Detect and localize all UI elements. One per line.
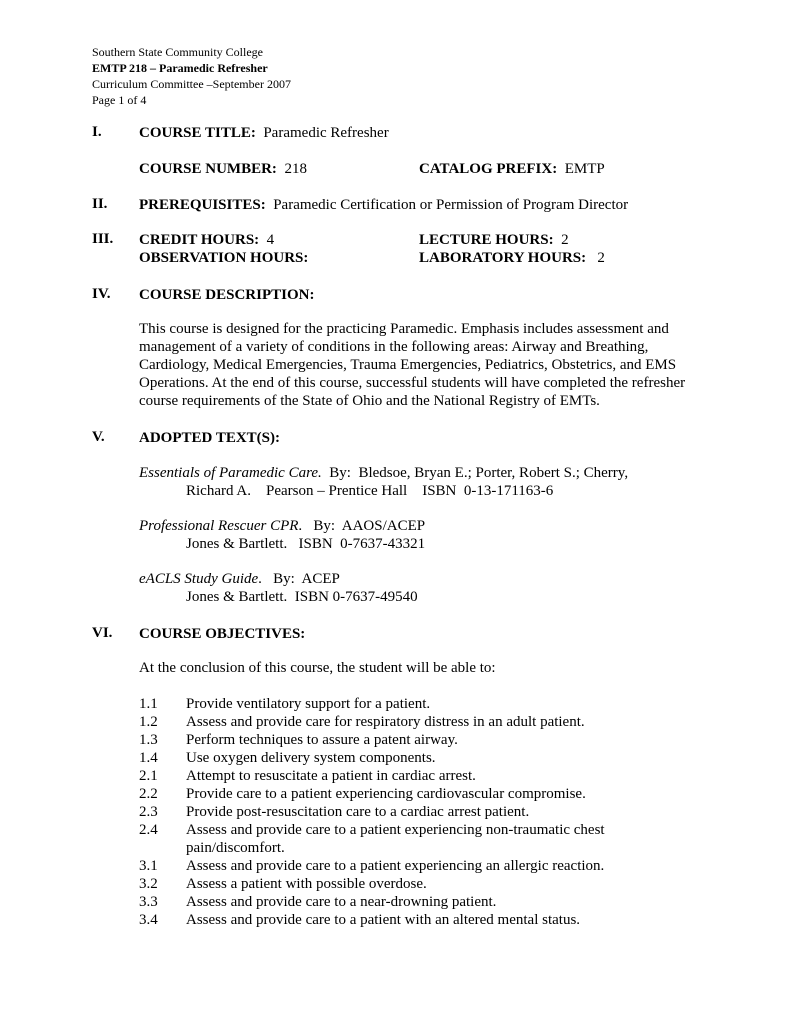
header-committee: Curriculum Committee –September 2007: [92, 77, 291, 91]
adopted-text-2-line1: [139, 517, 425, 535]
section-number-5: V.: [92, 429, 105, 445]
objective-text: Provide post-resuscitation care to a cardiac arrest patient.: [186, 804, 530, 820]
course-description-paragraph: This course is designed for the practicing Paramedic. Emphasis includes assessment and management of a variety of conditions in the following areas: Airway and Breathing, Cardiology, Medical Emergencies, Trauma Emergencies, Pediatrics, Obstetrics, and EMS Operations. At the end of this course, successful students will have completed the refresher course requirements of the State of Ohio and the National Registry of EMTs.: [139, 321, 686, 409]
course-title-label: COURSE TITLE:: [139, 125, 256, 141]
objective-text: Assess and provide care to a patient with an altered mental status.: [186, 912, 581, 928]
adopted-text-3-line1: [139, 570, 340, 588]
credit-hours-label: CREDIT HOURS:: [139, 232, 260, 248]
objective-text: Assess and provide care to a patient experiencing an allergic reaction.: [186, 858, 605, 874]
objective-text: Assess and provide care for respiratory distress in an adult patient.: [186, 714, 585, 730]
adopted-text-3-authors: . By: ACEP: [258, 571, 340, 587]
objectives-intro: At the conclusion of this course, the student will be able to:: [139, 660, 496, 676]
course-title-value: Paramedic Refresher: [263, 125, 389, 141]
adopted-text-1-line2: Richard A. Pearson – Prentice Hall ISBN 0-13-171163-6: [186, 483, 554, 499]
course-description-text: [139, 320, 709, 410]
objective-number: 3.1: [139, 858, 158, 874]
header-course: EMTP 218 – Paramedic Refresher: [92, 61, 268, 75]
objective-number: 1.2: [139, 714, 158, 730]
course-number-line: [139, 160, 307, 178]
adopted-text-1-line1: [139, 464, 628, 482]
laboratory-hours-line: [419, 249, 605, 267]
section-number-1: I.: [92, 124, 102, 140]
objective-text: Assess a patient with possible overdose.: [186, 876, 427, 892]
laboratory-hours-label: LABORATORY HOURS:: [419, 250, 587, 266]
objective-number: 1.3: [139, 732, 158, 748]
section-number-6: VI.: [92, 625, 113, 641]
objective-text: Perform techniques to assure a patent airway.: [186, 732, 458, 748]
section-number-3: III.: [92, 231, 114, 247]
adopted-text-1-title: Essentials of Paramedic Care.: [139, 465, 322, 481]
prerequisites-value: Paramedic Certification or Permission of Program Director: [273, 197, 629, 213]
adopted-texts-heading: ADOPTED TEXT(S):: [139, 430, 280, 446]
adopted-text-2-authors: . By: AAOS/ACEP: [298, 518, 426, 534]
adopted-text-3-title: eACLS Study Guide: [139, 571, 259, 587]
objective-text: Attempt to resuscitate a patient in cardiac arrest.: [186, 768, 476, 784]
course-objectives-heading: COURSE OBJECTIVES:: [139, 626, 306, 642]
objective-number: 3.4: [139, 912, 158, 928]
course-title-line: [139, 124, 389, 142]
objective-text: Provide care to a patient experiencing cardiovascular compromise.: [186, 786, 586, 802]
objective-number: 1.1: [139, 696, 158, 712]
objective-number: 3.3: [139, 894, 158, 910]
objective-number: 3.2: [139, 876, 158, 892]
adopted-text-2-title: Professional Rescuer CPR: [139, 518, 299, 534]
catalog-prefix-value: EMTP: [564, 161, 605, 177]
prerequisites-label: PREREQUISITES:: [139, 197, 266, 213]
credit-hours-value: 4: [266, 232, 275, 248]
header-college: Southern State Community College: [92, 45, 263, 59]
catalog-prefix-label: CATALOG PREFIX:: [419, 161, 558, 177]
header-page-number: Page 1 of 4: [92, 93, 147, 107]
adopted-text-1-authors: By: Bledsoe, Bryan E.; Porter, Robert S.; Cherry,: [321, 465, 629, 481]
objective-number: 2.3: [139, 804, 158, 820]
catalog-prefix-line: [419, 160, 605, 178]
objective-text: Assess and provide care to a patient experiencing non-traumatic chest pain/discomfort.: [186, 822, 605, 856]
course-number-value: 218: [284, 161, 307, 177]
objective-number: 2.2: [139, 786, 158, 802]
objective-text: Provide ventilatory support for a patient.: [186, 696, 431, 712]
objective-number: 1.4: [139, 750, 158, 766]
section-number-2: II.: [92, 196, 108, 212]
objective-number: 2.4: [139, 822, 158, 838]
observation-hours-label: OBSERVATION HOURS:: [139, 250, 309, 266]
lecture-hours-label: LECTURE HOURS:: [419, 232, 554, 248]
credit-hours-line: [139, 231, 274, 249]
adopted-text-3-line2: Jones & Bartlett. ISBN 0-7637-49540: [186, 589, 418, 605]
objective-text: Assess and provide care to a near-drowning patient.: [186, 894, 497, 910]
course-number-label: COURSE NUMBER:: [139, 161, 277, 177]
objective-number: 2.1: [139, 768, 158, 784]
objective-text: Use oxygen delivery system components.: [186, 750, 436, 766]
course-description-heading: COURSE DESCRIPTION:: [139, 287, 315, 303]
laboratory-hours-value: 2: [597, 250, 605, 266]
section-number-4: IV.: [92, 286, 111, 302]
lecture-hours-value: 2: [561, 232, 569, 248]
prerequisites-line: [139, 196, 628, 214]
lecture-hours-line: [419, 231, 569, 249]
adopted-text-2-line2: Jones & Bartlett. ISBN 0-7637-43321: [186, 536, 426, 552]
